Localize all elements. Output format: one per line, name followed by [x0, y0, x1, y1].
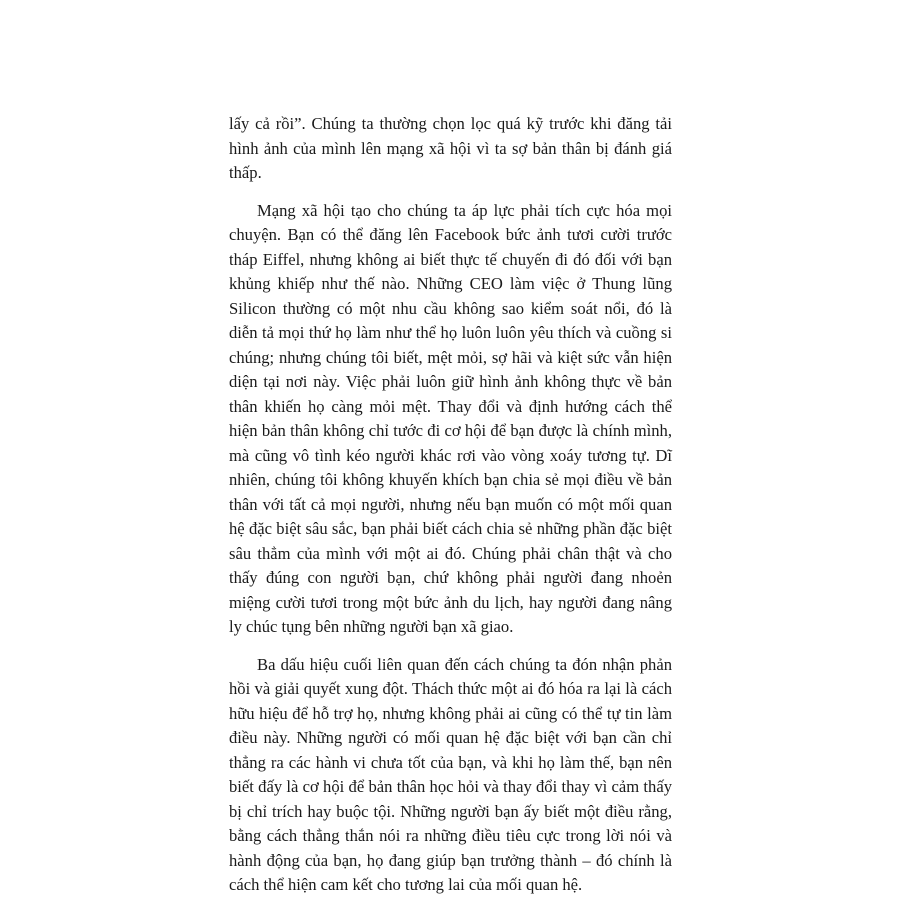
book-page-text [229, 112, 672, 898]
paragraph-feedback-conflict: Ba dấu hiệu cuối liên quan đến cách chúng ta đón nhận phản hồi và giải quyết xung đột. Thách thức một ai đó hóa ra lại là cách hữu hiệu để hỗ trợ họ, nhưng không phải ai cũng có thể tự tin làm điều này. Những người có mối quan hệ đặc biệt với bạn cần chỉ thẳng ra các hành vi chưa tốt của bạn, và khi họ làm thế, bạn nên biết đấy là cơ hội để bản thân học hỏi và thay đổi thay vì cảm thấy bị chỉ trích hay buộc tội. Những người bạn ấy biết một điều rằng, bằng cách thẳng thắn nói ra những điều tiêu cực trong lời nói và hành động của bạn, họ đang giúp bạn trưởng thành – đó chính là cách thể hiện cam kết cho tương lai của mối quan hệ. [229, 654, 672, 894]
paragraph-social-media: Mạng xã hội tạo cho chúng ta áp lực phải tích cực hóa mọi chuyện. Bạn có thể đăng lên Facebook bức ảnh tươi cười trước tháp Eiffel, nhưng không ai biết thực tế chuyến đi đó đối với bạn khủng khiếp như thế nào. Những CEO làm việc ở Thung lũng Silicon thường có một nhu cầu không sao kiểm soát nổi, đó là diễn tả mọi thứ họ làm như thể họ luôn luôn yêu thích và cuồng si chúng; nhưng chúng tôi biết, mệt mỏi, sợ hãi và kiệt sức vẫn hiện diện tại nơi này. Việc phải luôn giữ hình ảnh không thực về bản thân khiến họ càng mỏi mệt. Thay đổi và định hướng cách thể hiện bản thân không chỉ tước đi cơ hội để bạn được là chính mình, mà cũng vô tình kéo người khác rơi vào vòng xoáy tương tự. Dĩ nhiên, chúng tôi không khuyến khích bạn chia sẻ mọi điều về bản thân với tất cả mọi người, nhưng nếu bạn muốn có một mối quan hệ đặc biệt sâu sắc, bạn phải biết cách chia sẻ những phần đặc biệt sâu thẳm của mình với một ai đó. Chúng phải chân thật và cho thấy đúng con người bạn, chứ không phải người đang nhoẻn miệng cười tươi trong một bức ảnh du lịch, hay người đang nâng ly chúc tụng bên những người bạn xã giao. [229, 200, 672, 636]
paragraph-continued: lấy cả rồi”. Chúng ta thường chọn lọc quá kỹ trước khi đăng tải hình ảnh của mình lên mạng xã hội vì ta sợ bản thân bị đánh giá thấp. [229, 114, 672, 182]
